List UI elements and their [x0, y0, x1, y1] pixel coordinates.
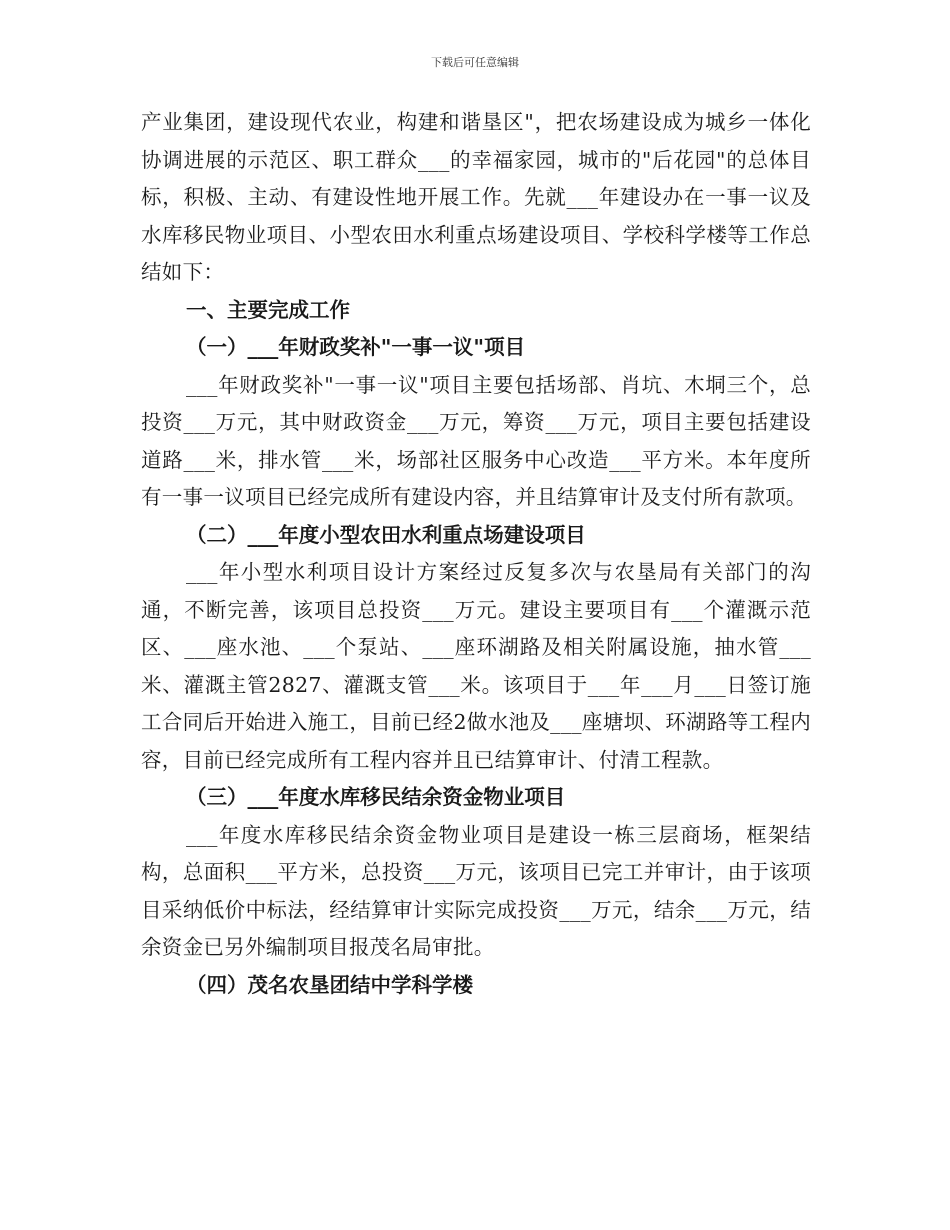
subsection-body-2: ___年小型水利项目设计方案经过反复多次与农垦局有关部门的沟通，不断完善，该项目总投资___万元。建设主要项目有___个灌溉示范区、___座水池、___个泵站、___座环湖路及相关附属设施，抽水管___米、灌溉主管2827、灌溉支管___米。该项目于___年___月___日签订施工合同后开始进入施工，目前已经2做水池及___座塘坝、环湖路等工程内容，目前已经完成所有工程内容并且已结算审计、付清工程款。 [141, 560, 811, 772]
section-heading-main-work: 一、主要完成工作 [186, 297, 350, 322]
subsection-heading-4: （四）茂名农垦团结中学科学楼 [186, 972, 473, 997]
subsection-heading-3: （三）___年度水库移民结余资金物业项目 [186, 785, 566, 809]
document-body [141, 104, 811, 1004]
page-header: 下载后可任意编辑 [431, 56, 519, 69]
subsection-heading-2: （二）___年度小型农田水利重点场建设项目 [186, 522, 586, 547]
subsection-heading-1: （一）___年财政奖补"一事一议"项目 [186, 335, 526, 359]
subsection-body-3: ___年度水库移民结余资金物业项目是建设一栋三层商场，框架结构，总面积___平方米，总投资___万元，该项目已完工并审计，由于该项目采纳低价中标法，经结算审计实际完成投资___万元，结余___万元，结余资金已另外编制项目报茂名局审批。 [141, 822, 811, 959]
subsection-body-1: ___年财政奖补"一事一议"项目主要包括场部、肖坑、木垌三个，总投资___万元，其中财政资金___万元，筹资___万元，项目主要包括建设道路___米，排水管___米，场部社区服务中心改造___平方米。本年度所有一事一议项目已经完成所有建设内容，并且结算审计及支付所有款项。 [141, 372, 811, 509]
intro-paragraph: 产业集团，建设现代农业，构建和谐垦区"，把农场建设成为城乡一体化协调进展的示范区、职工群众___的幸福家园，城市的"后花园"的总体目标，积极、主动、有建设性地开展工作。先就___年建设办在一事一议及水库移民物业项目、小型农田水利重点场建设项目、学校科学楼等工作总结如下： [141, 110, 811, 284]
